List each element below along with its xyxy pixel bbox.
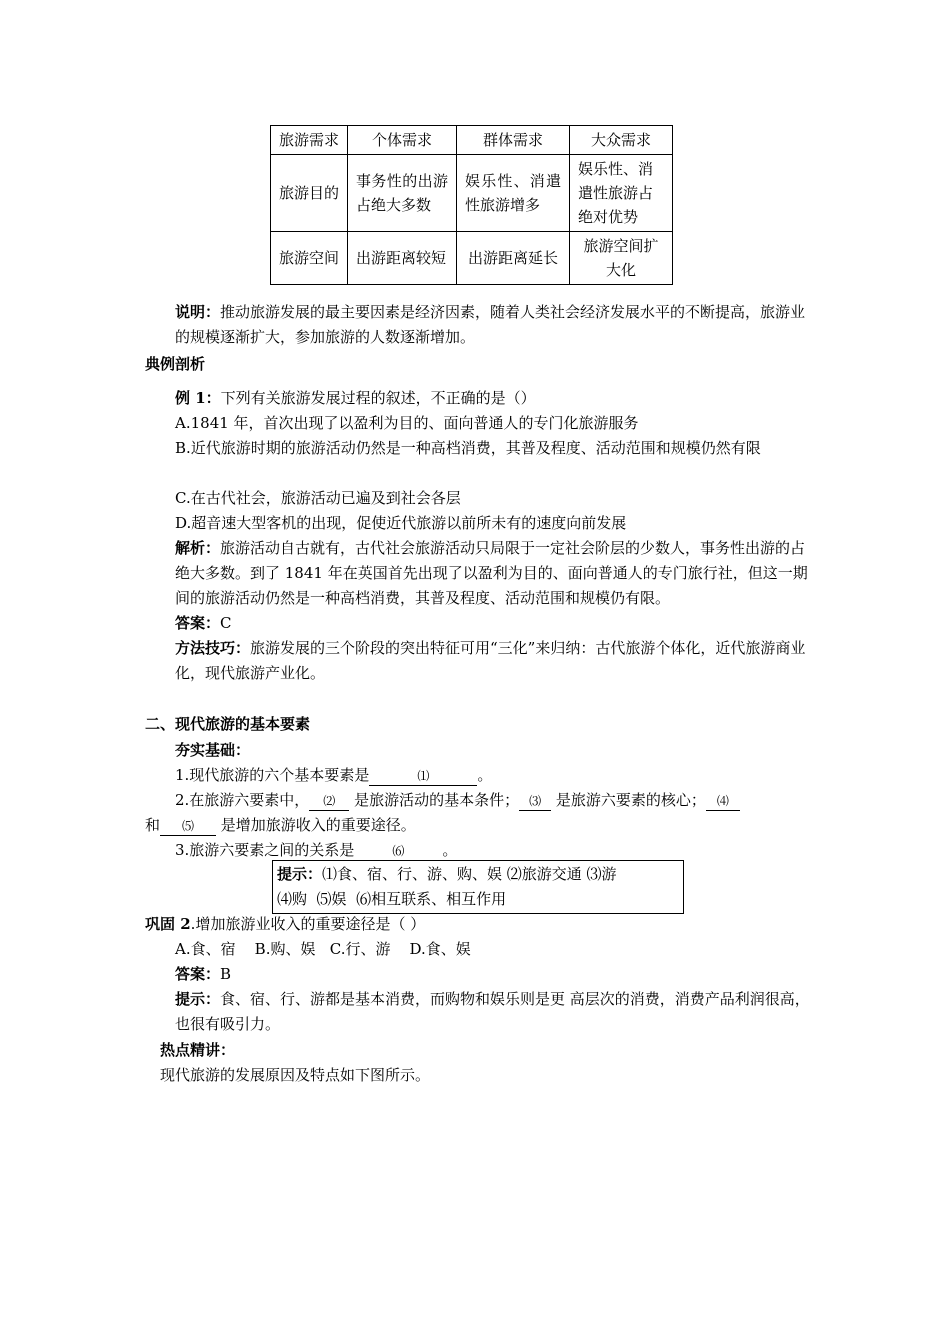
table-cell: 事务性的出游占绝大多数 [348, 155, 457, 232]
table-row [271, 232, 673, 285]
table-cell: 旅游目的 [271, 155, 348, 232]
q1-end: 。 [477, 766, 493, 784]
fill-blank: ⑷ [706, 792, 740, 811]
table-cell: 个体需求 [348, 126, 457, 155]
table-cell: 出游距离延长 [457, 232, 570, 285]
fill-blank: ⑶ [519, 792, 551, 811]
note-label: 说明： [175, 303, 221, 321]
answer-label: 答案： [175, 965, 221, 983]
answer-value: C [220, 614, 232, 632]
section-title: 二、现代旅游的基本要素 [145, 715, 311, 733]
option-b: B.近代旅游时期的旅游活动仍然是一种高档消费，其普及程度、活动范围和规模仍然有限 [175, 439, 761, 457]
table-row [271, 126, 673, 155]
answer-line [145, 611, 840, 636]
hint-line-2: ⑷购 ⑸娱 ⑹相互联系、相互作用 [277, 890, 507, 908]
hint-box-line [277, 862, 679, 887]
consolidate-options: A.食、宿 B.购、娱 C.行、游 D.食、娱 [175, 940, 471, 958]
analysis-label: 解析： [175, 539, 221, 557]
example-label: 例 1： [175, 389, 221, 407]
table-cell: 旅游空间 [271, 232, 348, 285]
method-label: 方法技巧： [175, 639, 251, 657]
hot-label: 热点精讲： [160, 1041, 236, 1059]
q2-text: 是增加旅游收入的重要途径。 [216, 816, 416, 834]
table-cell: 大众需求 [570, 126, 673, 155]
consolidate-answer [145, 962, 840, 987]
q2-text: 是旅游活动的基本条件； [349, 791, 520, 809]
example-question [145, 386, 840, 411]
hint-label: 提示： [175, 990, 221, 1008]
answer-label: 答案： [175, 614, 221, 632]
hint-box [272, 860, 684, 914]
table-cell: 娱乐性、消遣性旅游占绝对优势 [570, 155, 673, 232]
question-2-cont [145, 813, 810, 838]
fill-blank: ⑴ [369, 767, 477, 786]
option-d: D.超音速大型客机的出现，促使近代旅游以前所未有的速度向前发展 [175, 514, 627, 532]
consolidate-question [145, 912, 810, 937]
method-text: 旅游发展的三个阶段的突出特征可用“三化”来归纳：古代旅游个体化，近代旅游商业化，现代旅游产业化。 [175, 639, 806, 682]
table-row [271, 155, 673, 232]
hint-label: 提示： [277, 865, 323, 883]
analysis-text: 旅游活动自古就有，古代社会旅游活动只局限于一定社会阶层的少数人，事务性出游的占绝大多数。到了 1841 年在英国首先出现了以盈利为目的、面向普通人的专门旅行社，但这一期间的旅游活动仍然是一种高档消费，其普及程度、活动范围和规模仍有限。 [175, 539, 808, 607]
fill-blank: ⑸ [160, 817, 216, 836]
option-c: C.在古代社会，旅游活动已遍及到社会各层 [175, 489, 461, 507]
q2-text: 2.在旅游六要素中， [175, 791, 310, 809]
table-cell: 群体需求 [457, 126, 570, 155]
fill-blank: ⑵ [309, 792, 349, 811]
note-text: 推动旅游发展的最主要因素是经济因素，随着人类社会经济发展水平的不断提高，旅游业的规模逐渐扩大，参加旅游的人数逐渐增加。 [175, 303, 806, 346]
basics-label: 夯实基础： [175, 741, 251, 759]
answer-value: B [220, 965, 232, 983]
consolidate-question-text: .增加旅游业收入的重要途径是（ ） [190, 915, 426, 933]
q3-end: 。 [442, 841, 458, 859]
q3-text: 3.旅游六要素之间的关系是 [175, 841, 355, 859]
consolidate-hint [145, 987, 810, 1037]
example-question-text: 下列有关旅游发展过程的叙述，不正确的是（） [220, 389, 536, 407]
table-cell: 旅游需求 [271, 126, 348, 155]
analysis-paragraph [145, 536, 810, 611]
q1-text: 1.现代旅游的六个基本要素是 [175, 766, 370, 784]
consolidate-label: 巩固 2 [145, 915, 191, 933]
fill-blank: ⑹ [354, 842, 442, 861]
note-paragraph [145, 300, 810, 350]
hot-text: 现代旅游的发展原因及特点如下图所示。 [160, 1066, 431, 1084]
table-cell: 旅游空间扩大化 [570, 232, 673, 285]
hint-text: 食、宿、行、游都是基本消费，而购物和娱乐则是更 高层次的消费，消费产品利润很高，也很有吸引力。 [175, 990, 810, 1033]
table-cell: 娱乐性、消遣性旅游增多 [457, 155, 570, 232]
q2-text: 和 [145, 816, 161, 834]
hint-line-1: ⑴食、宿、行、游、购、娱 ⑵旅游交通 ⑶游 [322, 865, 617, 883]
question-2 [145, 788, 840, 813]
q2-text: 是旅游六要素的核心； [551, 791, 706, 809]
section-title: 典例剖析 [145, 355, 206, 373]
question-1 [145, 763, 840, 788]
table-cell: 出游距离较短 [348, 232, 457, 285]
tourism-demand-table [270, 125, 673, 285]
method-paragraph [145, 636, 810, 686]
option-a: A.1841 年，首次出现了以盈利为目的、面向普通人的专门化旅游服务 [175, 414, 639, 432]
